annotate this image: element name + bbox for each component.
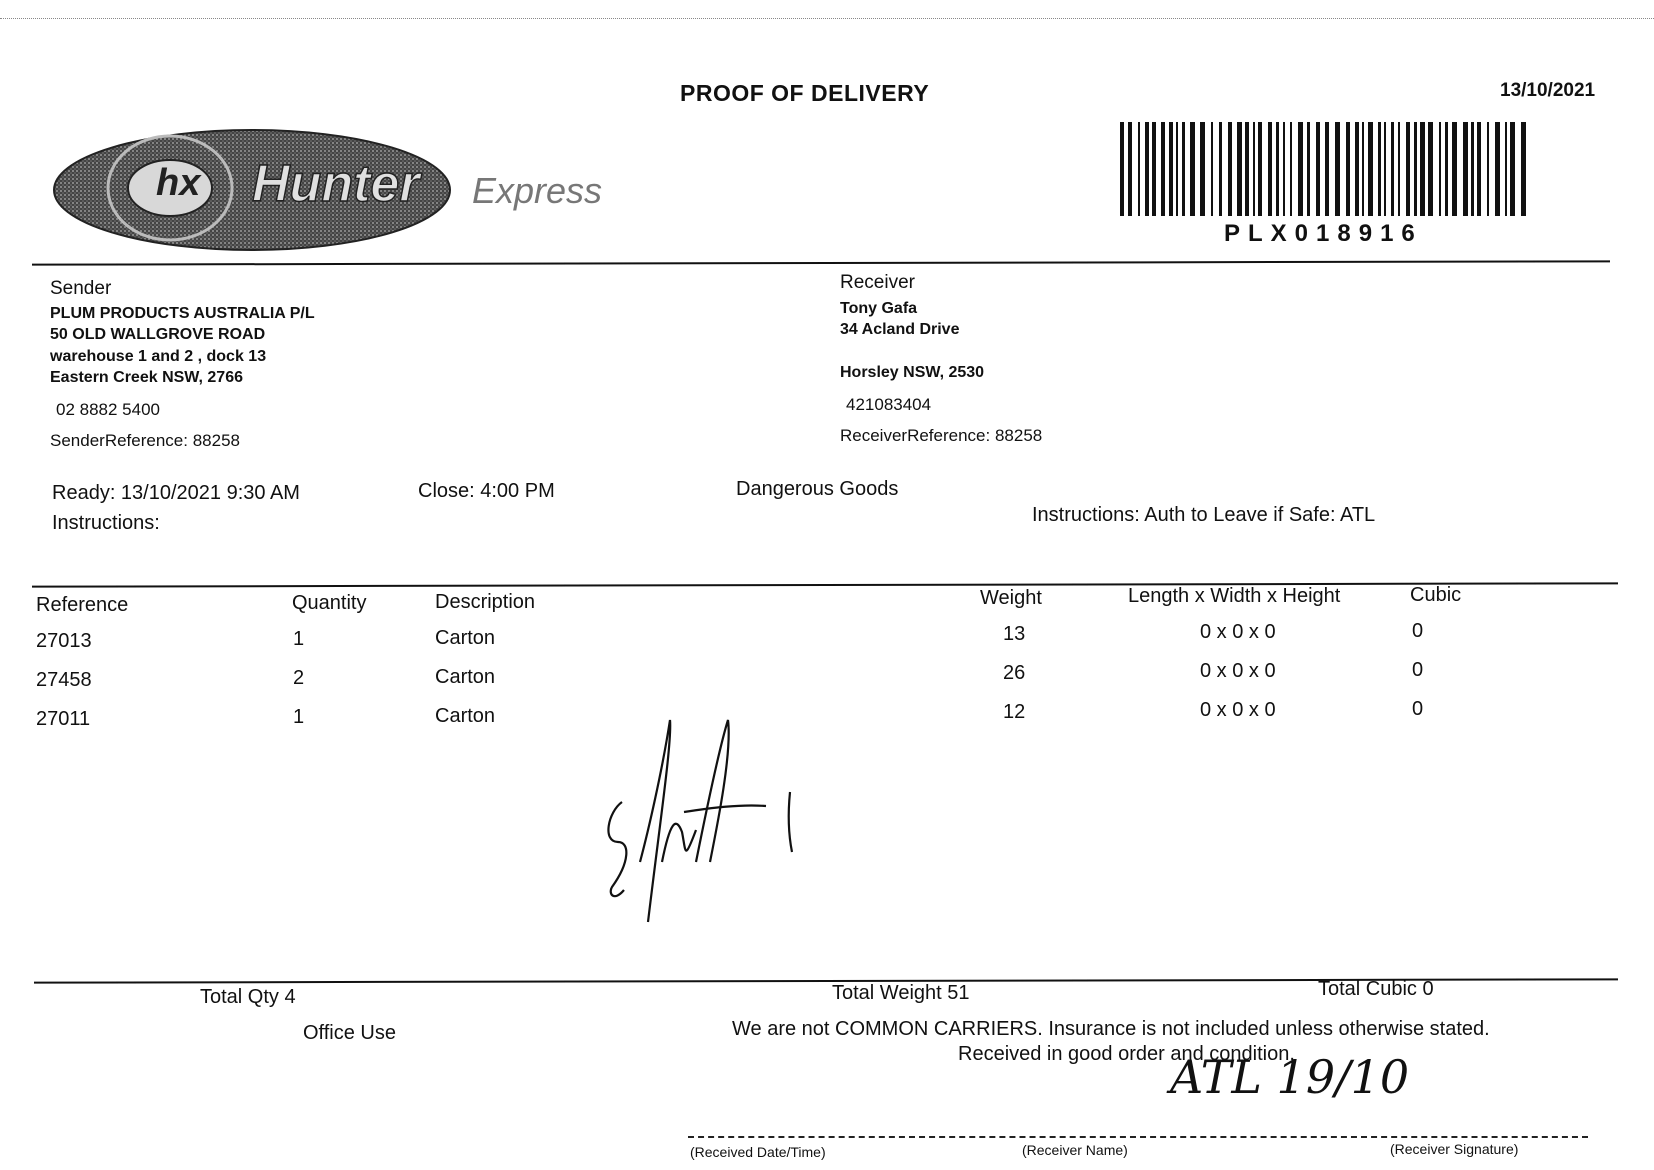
receiver-instructions: Instructions: Auth to Leave if Safe: ATL	[1032, 504, 1376, 526]
row-dimensions: 0 x 0 x 0	[1200, 699, 1276, 721]
barcode-bar	[1316, 122, 1320, 216]
sender-phone: 02 8882 5400	[56, 400, 160, 419]
logo-mark: hx	[156, 162, 201, 204]
barcode-bar	[1439, 122, 1441, 216]
row-weight: 13	[1003, 623, 1026, 645]
barcode-bar	[1505, 122, 1507, 216]
sender-address-line1: 50 OLD WALLGROVE ROAD	[50, 326, 266, 343]
close-time: Close: 4:00 PM	[418, 480, 555, 502]
barcode-bar	[1228, 122, 1232, 216]
sender-city: Eastern Creek NSW, 2766	[50, 369, 243, 386]
row-quantity: 1	[293, 706, 305, 728]
table-top-divider	[32, 582, 1618, 587]
sender-heading: Sender	[50, 278, 112, 299]
receiver-phone: 421083404	[846, 395, 932, 414]
barcode-bar	[1190, 122, 1195, 216]
handwritten-atl-date: ATL 19/10	[1170, 1050, 1410, 1104]
barcode-bar	[1420, 122, 1425, 216]
row-dimensions: 0 x 0 x 0	[1200, 621, 1276, 643]
barcode-bar	[1398, 122, 1400, 216]
row-cubic: 0	[1412, 659, 1424, 681]
document-date: 13/10/2021	[1500, 80, 1596, 101]
barcode-bar	[1268, 122, 1272, 216]
receiver-heading: Receiver	[840, 272, 915, 293]
barcode-bar	[1258, 122, 1262, 216]
barcode-bar	[1182, 122, 1185, 216]
row-quantity: 2	[293, 667, 305, 689]
received-date-time-label: (Received Date/Time)	[690, 1144, 826, 1160]
barcode-bar	[1463, 122, 1468, 216]
logo-name: Hunter	[252, 155, 420, 213]
barcode-bar	[1219, 122, 1222, 216]
barcode-bar	[1298, 122, 1303, 216]
barcode-bar	[1368, 122, 1373, 216]
barcode-bar	[1346, 122, 1350, 216]
row-reference: 27458	[36, 669, 92, 691]
row-reference: 27011	[36, 708, 91, 730]
barcode-bar	[1200, 122, 1205, 216]
column-header-dimensions: Length x Width x Height	[1128, 585, 1341, 607]
dangerous-goods: Dangerous Goods	[736, 478, 899, 500]
receiver-name: Tony Gafa	[840, 300, 918, 317]
barcode-bar	[1283, 122, 1285, 216]
handwritten-signature	[600, 712, 820, 932]
sender-reference: SenderReference: 88258	[50, 431, 240, 450]
barcode-bar	[1290, 122, 1292, 216]
barcode-bar	[1138, 122, 1140, 216]
barcode-bar	[1445, 122, 1448, 216]
barcode-bar	[1128, 122, 1132, 216]
barcode-bar	[1176, 122, 1178, 216]
barcode-bar	[1362, 122, 1364, 216]
barcode-bar	[1169, 122, 1173, 216]
barcode-bar	[1145, 122, 1149, 216]
sender-address-line2: warehouse 1 and 2 , dock 13	[50, 348, 267, 365]
barcode-bar	[1495, 122, 1500, 216]
top-scan-edge	[0, 18, 1654, 19]
barcode-bar	[1487, 122, 1489, 216]
receiver-reference: ReceiverReference: 88258	[840, 426, 1043, 445]
row-cubic: 0	[1412, 698, 1424, 720]
barcode-bar	[1355, 122, 1359, 216]
barcode-bar	[1471, 122, 1474, 216]
row-quantity: 1	[293, 628, 305, 650]
office-use-label: Office Use	[303, 1022, 396, 1044]
carrier-disclaimer: We are not COMMON CARRIERS. Insurance is not included unless otherwise stated.	[732, 1018, 1490, 1040]
row-weight: 26	[1003, 662, 1026, 684]
row-dimensions: 0 x 0 x 0	[1200, 660, 1276, 682]
barcode-bar	[1325, 122, 1329, 216]
row-description: Carton	[435, 666, 496, 688]
row-weight: 12	[1003, 701, 1026, 723]
barcode-bar	[1211, 122, 1213, 216]
total-weight: Total Weight 51	[832, 982, 970, 1004]
barcode-bar	[1414, 122, 1417, 216]
total-cubic: Total Cubic 0	[1318, 978, 1434, 1000]
barcode-bar	[1253, 122, 1255, 216]
barcode-bar	[1452, 122, 1457, 216]
received-statement: Received in good order and condition.	[958, 1043, 1295, 1065]
sender-name: PLUM PRODUCTS AUSTRALIA P/L	[50, 305, 315, 322]
receiver-name-label: (Receiver Name)	[1022, 1142, 1128, 1158]
barcode-bar	[1428, 122, 1433, 216]
barcode-bar	[1510, 122, 1515, 216]
barcode-bar	[1161, 122, 1165, 216]
barcode-bar	[1406, 122, 1410, 216]
barcode-bar	[1152, 122, 1156, 216]
barcode-number: PLX018916	[1224, 220, 1423, 247]
row-reference: 27013	[36, 630, 92, 652]
hunter-express-logo	[52, 118, 632, 258]
barcode-bar	[1245, 122, 1249, 216]
barcode-bar	[1384, 122, 1386, 216]
barcode-bar	[1477, 122, 1481, 216]
column-header-cubic: Cubic	[1410, 584, 1462, 606]
column-header-weight: Weight	[980, 587, 1042, 609]
barcode-bar	[1378, 122, 1381, 216]
sender-instructions: Instructions:	[52, 512, 160, 534]
receiver-signature-label: (Receiver Signature)	[1390, 1141, 1519, 1157]
logo-suffix: Express	[472, 170, 603, 211]
barcode-bar	[1276, 122, 1279, 216]
signature-line	[688, 1136, 1588, 1138]
column-header-reference: Reference	[36, 594, 129, 616]
total-quantity: Total Qty 4	[200, 986, 296, 1008]
barcode-bar	[1335, 122, 1340, 216]
row-description: Carton	[435, 705, 496, 727]
row-cubic: 0	[1412, 620, 1424, 642]
barcode	[1118, 122, 1538, 218]
barcode-bar	[1521, 122, 1526, 216]
column-header-quantity: Quantity	[292, 592, 367, 614]
barcode-bar	[1307, 122, 1310, 216]
header-divider	[32, 260, 1610, 265]
receiver-address-line1: 34 Acland Drive	[840, 321, 960, 338]
receiver-city: Horsley NSW, 2530	[840, 364, 985, 381]
page-title: PROOF OF DELIVERY	[680, 80, 930, 106]
row-description: Carton	[435, 627, 496, 649]
barcode-bar	[1237, 122, 1242, 216]
barcode-bar	[1120, 122, 1124, 216]
column-header-description: Description	[435, 591, 536, 613]
barcode-bar	[1391, 122, 1394, 216]
ready-time: Ready: 13/10/2021 9:30 AM	[52, 482, 300, 504]
